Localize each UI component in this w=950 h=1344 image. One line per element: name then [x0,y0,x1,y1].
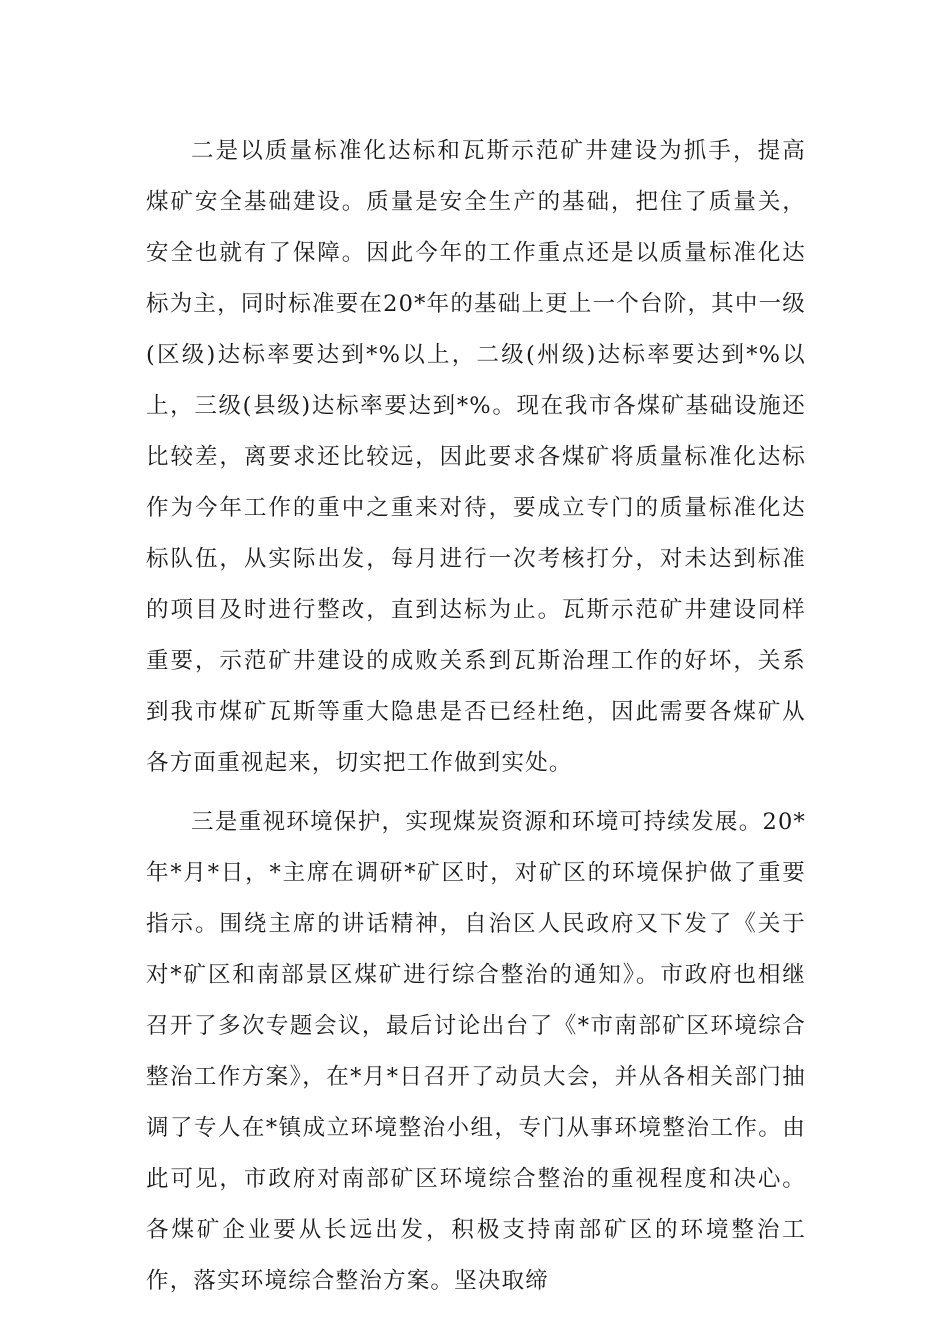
document-body [146,126,806,1307]
paragraph-quality-standardization: 二是以质量标准化达标和瓦斯示范矿井建设为抓手，提高煤矿安全基础建设。质量是安全生产的基础，把住了质量关，安全也就有了保障。因此今年的工作重点还是以质量标准化达标为主，同时标准要在20*年的基础上更上一个台阶，其中一级(区级)达标率要达到*%以上，二级(州级)达标率要达到*%以上，三级(县级)达标率要达到*%。现在我市各煤矿基础设施还比较差，离要求还比较远，因此要求各煤矿将质量标准化达标作为今年工作的重中之重来对待，要成立专门的质量标准化达标队伍，从实际出发，每月进行一次考核打分，对未达到标准的项目及时进行整改，直到达标为止。瓦斯示范矿井建设同样重要，示范矿井建设的成败关系到瓦斯治理工作的好坏，关系到我市煤矿瓦斯等重大隐患是否已经杜绝，因此需要各煤矿从各方面重视起来，切实把工作做到实处。 [146,138,806,776]
paragraph-environmental-protection: 三是重视环境保护，实现煤炭资源和环境可持续发展。20*年*月*日，*主席在调研*矿区时，对矿区的环境保护做了重要指示。围绕主席的讲话精神，自治区人民政府又下发了《关于对*矿区和南部景区煤矿进行综合整治的通知》。市政府也相继召开了多次专题会议，最后讨论出台了《*市南部矿区环境综合整治工作方案》，在*月*日召开了动员大会，并从各相关部门抽调了专人在*镇成立环境整治小组，专门从事环境整治工作。由此可见，市政府对南部矿区环境综合整治的重视程度和决心。各煤矿企业要从长远出发，积极支持南部矿区的环境整治工作，落实环境综合整治方案。坚决取缔 [146,809,806,1294]
